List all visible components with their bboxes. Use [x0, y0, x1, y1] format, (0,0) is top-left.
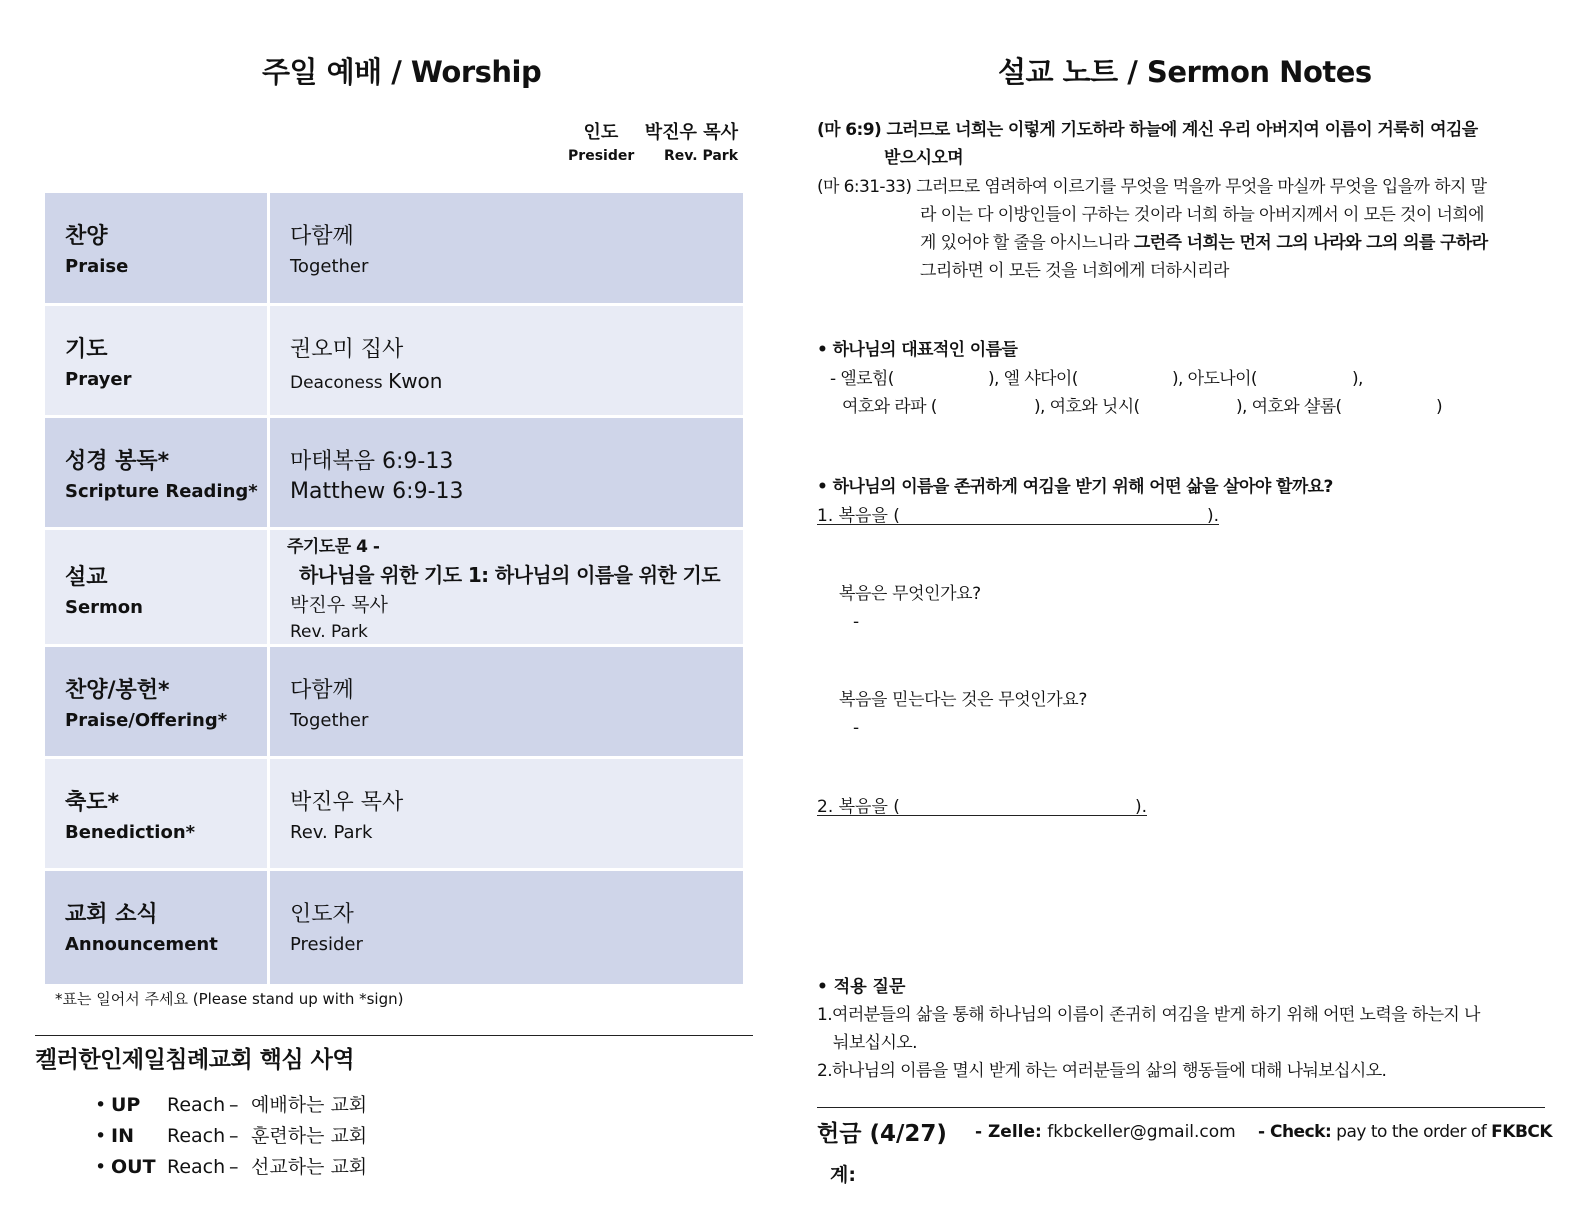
dash: – [229, 1125, 239, 1147]
presider-block [560, 118, 738, 164]
worship-row-prayer [45, 303, 743, 416]
ministry-desc: 예배하는 교회 [251, 1094, 368, 1116]
answer-item-2 [817, 793, 1147, 817]
name-blank: ), 아도나이( [1172, 369, 1257, 389]
question-2: 복음을 믿는다는 것은 무엇인가요? [839, 690, 1087, 710]
verse2-line1: 그러므로 염려하여 이르기를 무엇을 먹을까 무엇을 마실까 무엇을 입을까 하지 말 [916, 177, 1487, 197]
ministry-desc: 선교하는 교회 [251, 1156, 368, 1178]
row-value-en: Matthew 6:9-13 [290, 479, 464, 504]
verse2 [817, 173, 1537, 285]
answer-item-1 [817, 502, 1219, 526]
offering-total-label: 계: [830, 1164, 856, 1186]
apply-heading: • 적용 질문 [817, 977, 906, 997]
worship-row-offering [45, 644, 743, 757]
row-value-ko: 마태복음 6:9-13 [290, 449, 454, 474]
list-item [95, 1152, 367, 1183]
row-value-en: Presider [290, 934, 363, 955]
verse1-ref: (마 6:9) [817, 120, 882, 140]
name-blank: ), [1352, 369, 1363, 389]
row-label-en: Scripture Reading* [65, 481, 258, 502]
life-heading: • 하나님의 이름을 존귀하게 여김을 받기 위해 어떤 삶을 살아야 할까요? [817, 477, 1333, 497]
row-label-en: Praise [65, 256, 129, 277]
check-payee: FKBCK [1491, 1122, 1553, 1142]
row-label-en: Prayer [65, 369, 132, 390]
row-label-ko: 찬양 [65, 224, 108, 249]
name-blank: - 엘로힘( [830, 369, 894, 389]
row-label-en: Sermon [65, 597, 143, 618]
verse2-ref: (마 6:31-33) [817, 177, 912, 197]
bullet: • [95, 1094, 107, 1116]
name-blank: ), 엘 샤다이( [988, 369, 1078, 389]
names-heading: • 하나님의 대표적인 이름들 [817, 340, 1018, 360]
row-value-ko: 권오미 집사 [290, 337, 404, 362]
verse2-line4: 그리하면 이 모든 것을 너희에게 더하시리라 [920, 261, 1229, 281]
verse1 [817, 116, 1537, 172]
deaconess-title: Deaconess [290, 373, 389, 393]
zelle-label: - Zelle: [975, 1122, 1042, 1142]
question-2-dash: - [853, 718, 860, 738]
item2-start: 2. 복음을 ( [817, 797, 900, 817]
sermon-preacher-en: Rev. Park [290, 622, 368, 642]
list-item [95, 1090, 367, 1121]
presider-en-label: Presider [568, 148, 635, 164]
row-label-ko: 교회 소식 [65, 902, 158, 927]
row-value-en: Together [290, 256, 369, 277]
worship-row-praise [45, 193, 743, 303]
bullet: • [95, 1156, 107, 1178]
worship-row-benediction [45, 756, 743, 869]
ministry-reach: Reach [167, 1125, 226, 1147]
row-value-en [290, 369, 442, 393]
ministry-key: UP [111, 1094, 141, 1116]
presider-ko-name: 박진우 목사 [644, 122, 738, 143]
verse2-line2: 라 이는 다 이방인들이 구하는 것이라 너희 하늘 아버지께서 이 모든 것이 너희에 [920, 205, 1484, 225]
ministry-reach: Reach [167, 1156, 226, 1178]
offering-label: 헌금 (4/27) [817, 1121, 947, 1147]
check-info [1258, 1122, 1552, 1142]
worship-row-announcement [45, 868, 743, 984]
row-label-en: Benediction* [65, 822, 196, 843]
row-value-ko: 다함께 [290, 678, 354, 703]
row-label-ko: 설교 [65, 565, 108, 590]
apply-1-line2: 눠보십시오. [833, 1033, 917, 1053]
verse-block [817, 116, 1537, 285]
apply-questions [817, 1001, 1542, 1085]
stand-footnote: *표는 일어서 주세요 (Please stand up with *sign) [55, 990, 404, 1008]
sermon-preacher-ko: 박진우 목사 [290, 594, 388, 616]
worship-row-scripture [45, 415, 743, 528]
ministry-key: OUT [111, 1156, 156, 1178]
row-value-ko: 박진우 목사 [290, 790, 404, 815]
zelle-info [975, 1122, 1236, 1142]
verse2-line3a: 게 있어야 할 줄을 아시느니라 [920, 233, 1134, 253]
row-value-en: Together [290, 710, 369, 731]
row-label-ko: 성경 봉독* [65, 449, 170, 474]
ministry-reach: Reach [167, 1094, 226, 1116]
deaconess-name: Kwon [388, 369, 443, 393]
question-1: 복음은 무엇인가요? [839, 584, 981, 604]
item1-end: ). [1207, 506, 1220, 526]
row-label-ko: 찬양/봉헌* [65, 678, 170, 703]
name-blank: ), 여호와 샬롬( [1236, 397, 1342, 417]
row-label-ko: 축도* [65, 790, 120, 815]
presider-ko-label: 인도 [583, 122, 619, 143]
dash: – [229, 1156, 239, 1178]
item2-blank[interactable] [817, 815, 1147, 816]
sermon-series: 주기도문 4 - [287, 537, 380, 557]
left-divider-line [35, 1035, 753, 1036]
apply-2: 2.하나님의 이름을 멸시 받게 하는 여러분들의 삶의 행동들에 대해 나눠보십시오. [817, 1061, 1387, 1081]
ministry-key: IN [111, 1125, 134, 1147]
question-1-dash: - [853, 612, 860, 632]
verse2-line3b: 그런즉 너희는 먼저 그의 나라와 그의 의를 구하라 [1133, 233, 1488, 253]
row-label-ko: 기도 [65, 337, 108, 362]
verse1-line2: 받으시오며 [884, 148, 964, 168]
ministry-title: 켈러한인제일침례교회 핵심 사역 [35, 1047, 355, 1073]
check-text: pay to the order of [1336, 1122, 1492, 1142]
sermon-notes-title: 설교 노트 / Sermon Notes [998, 55, 1372, 89]
item1-blank[interactable] [817, 524, 1219, 525]
apply-1-line1: 1.여러분들의 삶을 통해 하나님의 이름이 존귀히 여김을 받게 하기 위해 어떤 노력을 하는지 나 [817, 1005, 1480, 1025]
row-label-en: Praise/Offering* [65, 710, 228, 731]
ministry-desc: 훈련하는 교회 [251, 1125, 368, 1147]
name-blank: 여호와 라파 ( [842, 397, 937, 417]
row-value-ko: 다함께 [290, 224, 354, 249]
bullet: • [95, 1125, 107, 1147]
row-value-ko: 인도자 [290, 902, 354, 927]
check-label: - Check: [1258, 1122, 1332, 1142]
worship-title: 주일 예배 / Worship [262, 55, 542, 89]
right-divider-line [817, 1107, 1545, 1108]
presider-en-name: Rev. Park [664, 148, 738, 164]
row-value-en: Rev. Park [290, 822, 373, 843]
row-label-en: Announcement [65, 934, 218, 955]
zelle-email: fkbckeller@gmail.com [1047, 1122, 1236, 1142]
list-item [95, 1121, 367, 1152]
ministry-list [95, 1090, 367, 1183]
sermon-title: 하나님을 위한 기도 1: 하나님의 이름을 위한 기도 [299, 563, 720, 587]
name-blank: ), 여호와 닛시( [1034, 397, 1140, 417]
dash: – [229, 1094, 239, 1116]
worship-row-sermon [45, 527, 743, 645]
item2-end: ). [1135, 797, 1148, 817]
name-blank: ) [1436, 397, 1443, 417]
verse1-line1: 그러므로 너희는 이렇게 기도하라 하늘에 계신 우리 아버지여 이름이 거룩히 여김을 [886, 120, 1478, 140]
item1-start: 1. 복음을 ( [817, 506, 900, 526]
